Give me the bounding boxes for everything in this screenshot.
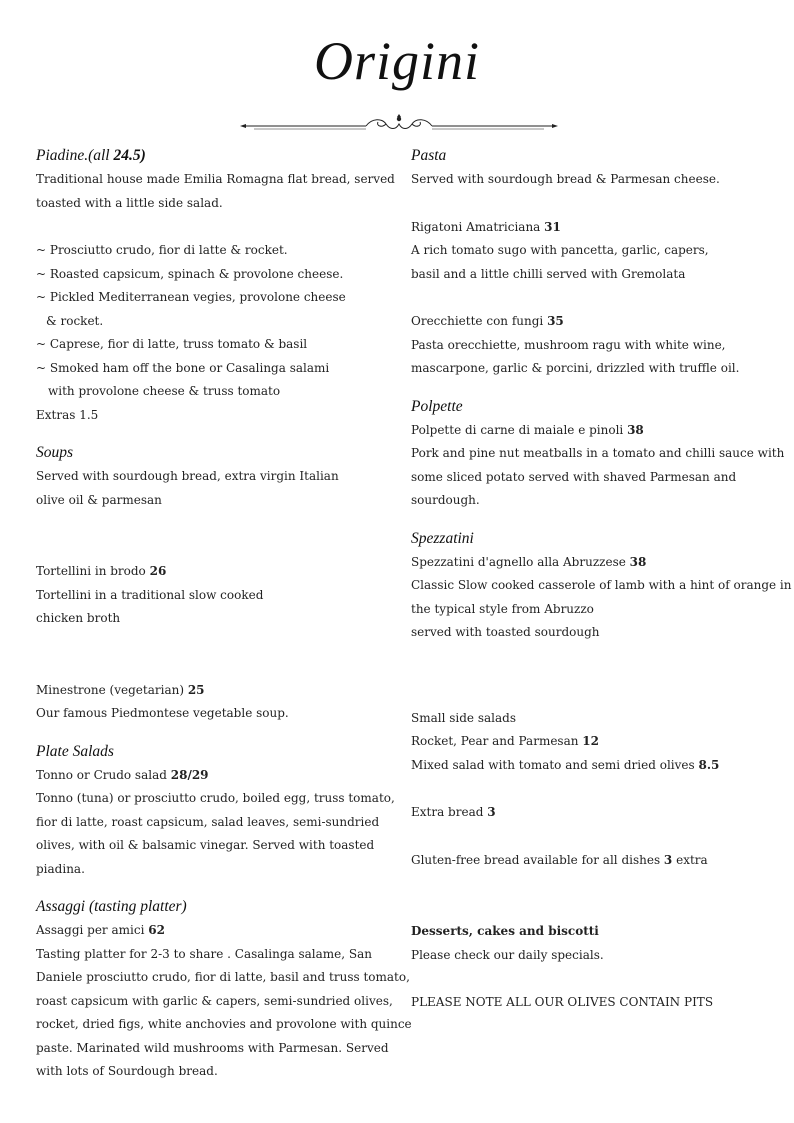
item-price: 12 [582,734,599,748]
item-desc: with lots of Sourdough bread. [36,1064,218,1078]
item-desc: paste. Marinated wild mushrooms with Parmesan. Served [36,1040,389,1055]
item-desc: olives, with oil & balsamic vinegar. Served with toasted [36,838,375,852]
item-name: Spezzatini d'agnello alla Abruzzese [411,554,630,569]
menu-item-rigatoni [411,216,781,240]
item-price: 38 [627,422,644,437]
piadine-heading-price: 24.5) [113,147,146,164]
item-desc: roast capsicum with garlic & capers, semi-sundried olives, [36,993,393,1008]
olives-note: PLEASE NOTE ALL OUR OLIVES CONTAIN PITS [411,995,714,1009]
item-price: 26 [149,564,167,578]
item-desc: served with toasted sourdough [411,625,600,639]
section-heading-assaggi: Assaggi (tasting platter) [36,898,187,915]
item-name: Tortellini in brodo [36,564,150,578]
item-desc: rocket, dried figs, white anchovies and provolone with quince [36,1017,412,1031]
item-name: Orecchiette con fungi [411,314,548,328]
item-price: 8.5 [698,757,720,772]
piadine-extras: Extras 1.5 [36,407,99,422]
item-desc: A rich tomato sugo with pancetta, garlic, capers, [411,243,709,257]
item-price: 3 [487,805,496,819]
item-desc: basil and a little chilli served with Gremolata [411,266,686,281]
item-desc: Pasta orecchiette, mushroom ragu with white wine, [411,337,726,352]
menu-item-mixed-salad [411,754,781,778]
item-name: Rocket, Pear and Parmesan [411,734,583,748]
desserts-desc: Please check our daily specials. [411,947,604,962]
item-desc: chicken broth [36,611,121,625]
item-price: 31 [544,219,561,234]
item-name: Minestrone (vegetarian) [36,682,188,697]
item-price: 3 [663,852,673,867]
piadine-item: & rocket. [46,313,104,328]
item-price: 35 [547,314,564,328]
item-desc: Classic Slow cooked casserole of lamb with a hint of orange in [411,578,792,592]
menu-item-tortellini [36,560,401,584]
item-price: 62 [148,923,165,937]
piadine-item: ~ Caprese, fior di latte, truss tomato & basil [36,337,308,351]
item-name: Gluten-free bread available for all dishes [411,852,664,867]
piadine-desc: toasted with a little side salad. [36,195,223,210]
item-desc: Our famous Piedmontese vegetable soup. [36,706,289,720]
left-column [36,144,412,1084]
piadine-item: with provolone cheese & truss tomato [48,384,281,398]
menu-item-spezzatini [411,551,781,575]
item-desc: the typical style from Abruzzo [411,601,594,616]
item-desc: Pork and pine nut meatballs in a tomato and chilli sauce with [411,446,785,460]
item-desc: Tortellini in a traditional slow cooked [36,587,264,602]
menu-item-orecchiette [411,310,781,334]
item-price: 38 [629,554,647,569]
item-desc: fior di latte, roast capsicum, salad leaves, semi-sundried [36,814,380,829]
section-heading-plate-salads: Plate Salads [36,742,114,760]
item-name: Extra bread [411,805,488,819]
piadine-heading: Piadine.(all [36,147,114,164]
item-price: 25 [187,682,205,697]
item-price: 28/29 [170,767,209,782]
piadine-item: ~ Pickled Mediterranean vegies, provolone cheese [36,290,346,304]
side-salads-label: Small side salads [411,710,516,725]
item-desc: mascarpone, garlic & porcini, drizzled with truffle oil. [411,361,740,375]
item-suffix: extra [672,852,708,867]
item-desc: piadina. [36,861,85,876]
menu-item-assaggi [36,919,401,943]
piadine-item: ~ Smoked ham off the bone or Casalinga salami [36,360,330,375]
item-desc: some sliced potato served with shaved Parmesan and [411,469,737,484]
menu-item-tonno-crudo [36,764,401,788]
desserts-heading: Desserts, cakes and biscotti [411,924,599,938]
item-desc: Tonno (tuna) or prosciutto crudo, boiled egg, truss tomato, [36,791,395,805]
item-name: Polpette di carne di maiale e pinoli [411,422,628,437]
section-heading-pasta: Pasta [411,147,447,164]
item-name: Assaggi per amici [36,923,149,937]
pasta-desc: Served with sourdough bread & Parmesan cheese. [411,172,720,186]
item-desc: Daniele prosciutto crudo, fior di latte, basil and truss tomato, [36,970,410,984]
soups-desc: olive oil & parmesan [36,492,162,507]
section-heading-polpette: Polpette [411,397,463,415]
item-desc: sourdough. [411,493,480,507]
menu-item-polpette [411,419,781,443]
piadine-desc: Traditional house made Emilia Romagna flat bread, served [36,172,395,186]
menu-item-gluten-free-bread [411,849,781,873]
soups-desc: Served with sourdough bread, extra virgin Italian [36,469,339,483]
section-heading-soups: Soups [36,444,74,461]
menu-item-rocket-pear [411,730,781,754]
menu-item-minestrone [36,679,401,703]
item-name: Mixed salad with tomato and semi dried olives [411,757,699,772]
section-heading-piadine [36,144,401,168]
menu-title: Origini [313,31,481,91]
item-name: Rigatoni Amatriciana [411,219,545,234]
section-heading-spezzatini: Spezzatini [411,529,474,547]
piadine-item: ~ Roasted capsicum, spinach & provolone cheese. [36,266,344,281]
flourish-divider-icon [240,112,558,134]
right-column [411,144,792,1015]
item-name: Tonno or Crudo salad [36,767,171,782]
item-desc: Tasting platter for 2-3 to share . Casalinga salame, San [36,946,372,961]
menu-item-extra-bread [411,801,781,825]
piadine-item: ~ Prosciutto crudo, fior di latte & rocket. [36,243,288,257]
